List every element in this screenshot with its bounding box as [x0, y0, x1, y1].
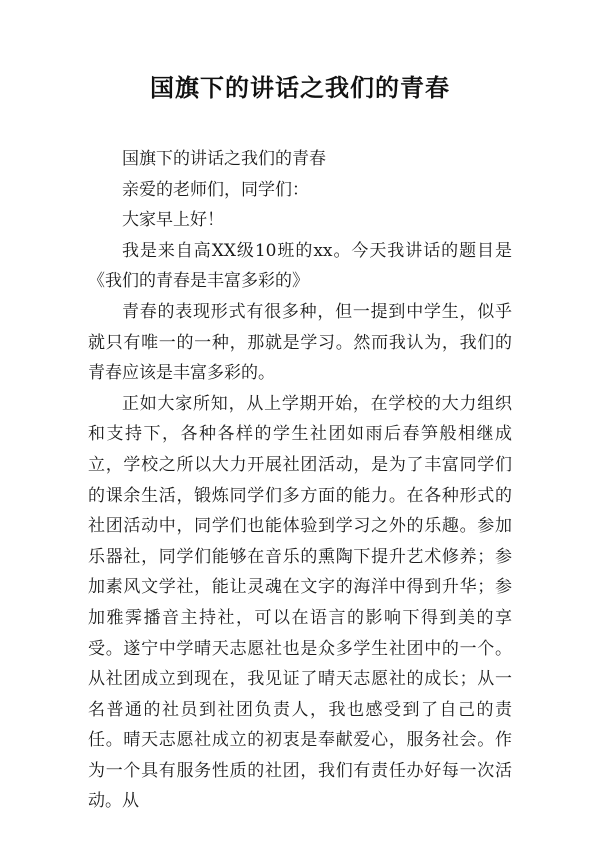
paragraph-greeting: 大家早上好！: [122, 210, 224, 231]
paragraph-heading: 国旗下的讲话之我们的青春: [122, 149, 326, 169]
paragraph-clubs: 正如大家所知，从上学期开始，在学校的大力组织和支持下，各种各样的学生社团如雨后春笋般相继成立，学校之所以大力开展社团活动，是为了丰富同学们的课余生活，锻炼同学们多方面的能力。在各种形式的社团活动中，同学们也能体验到学习之外的乐趣。参加乐器社，同学们能够在音乐的熏陶下提升艺术修养；参加素风文学社，能让灵魂在文字的海洋中得到升华；参加雅霁播音主持社，可以在语言的影响下得到美的享受。遂宁中学晴天志愿社也是众多学生社团中的一个。从社团成立到现在，我见证了晴天志愿社的成长；从一名普通的社员到社团负责人，我也感受到了自己的责任。晴天志愿社成立的初衷是奉献爱心，服务社会。作为一个具有服务性质的社团，我们有责任办好每一次活动。从: [88, 393, 512, 812]
paragraph-youth-forms: 青春的表现形式有很多种，但一提到中学生，似乎就只有唯一的一种，那就是学习。然而我认为，我们的青春应该是丰富多彩的。: [88, 301, 512, 384]
paragraph-introduction: 我是来自高XX级10班的xx。今天我讲话的题目是《我们的青春是丰富多彩的》: [88, 240, 512, 292]
document-title: 国旗下的讲话之我们的青春: [150, 73, 450, 102]
document-body: [88, 144, 512, 817]
paragraph-salutation: 亲爱的老师们，同学们：: [122, 179, 309, 200]
